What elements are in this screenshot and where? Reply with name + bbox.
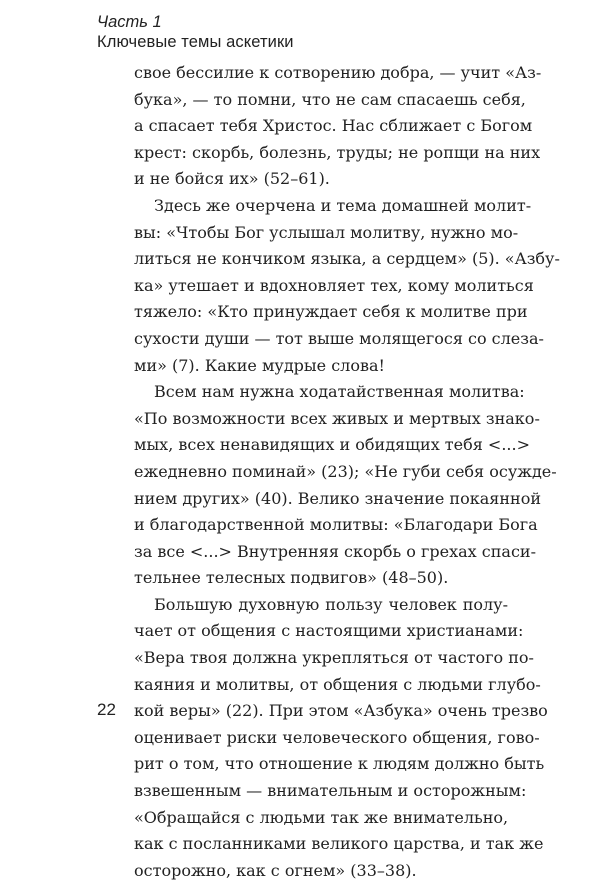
part-label: Часть 1 (97, 13, 162, 31)
text-line: Всем нам нужна ходатайственная молитва: (154, 382, 525, 402)
text-line: чает от общения с настоящими христианами: (134, 621, 524, 641)
text-line: оценивает риски человеческого общения, гово- (134, 727, 540, 747)
text-line: ка» утешает и вдохновляет тех, кому молиться (134, 275, 534, 295)
text-line: рит о том, что отношение к людям должно быть (134, 754, 545, 774)
text-line: бука», — то помни, что не сам спасаешь себя, (134, 89, 526, 109)
text-line: осторожно, как с огнем» (33–38). (134, 860, 417, 880)
text-line: нием других» (40). Велико значение покаянной (134, 488, 541, 508)
paragraph-4 (134, 592, 548, 884)
text-line: кой веры» (22). При этом «Азбука» очень трезво (134, 701, 548, 721)
text-line: свое бессилие к сотворению добра, — учит «Аз- (134, 63, 542, 82)
text-line: а спасает тебя Христос. Нас сближает с Богом (134, 116, 533, 136)
text-line: мых, всех ненавидящих и обидящих тебя <...> (134, 435, 530, 455)
text-line: за все <...> Внутренняя скорбь о грехах спаси- (134, 541, 536, 561)
text-line: ми» (7). Какие мудрые слова! (134, 355, 385, 375)
page-number: 22 (97, 700, 116, 719)
paragraph-1 (134, 60, 542, 193)
paragraph-2 (134, 193, 560, 379)
text-line: «Вера твоя должна укрепляться от частого по- (134, 648, 534, 668)
text-line: тяжело: «Кто принуждает себя к молитве при (134, 302, 528, 322)
text-line: как с посланниками великого царства, и так же (134, 834, 544, 854)
running-header (97, 12, 294, 52)
text-line: и благодарственной молитвы: «Благодари Бога (134, 515, 538, 535)
text-line: и не бойся их» (52–61). (134, 169, 330, 189)
body-text (134, 60, 560, 884)
text-line: каяния и молитвы, от общения с людьми глубо- (134, 674, 541, 694)
text-line: сухости души — тот выше молящегося со слеза- (134, 328, 544, 348)
text-line: ежедневно поминай» (23); «Не губи себя осужде- (134, 461, 557, 481)
text-line: Большую духовную пользу человек полу- (154, 594, 508, 614)
section-title: Ключевые темы аскетики (97, 33, 294, 51)
text-line: вы: «Чтобы Бог услышал молитву, нужно мо- (134, 222, 519, 242)
text-line: литься не кончиком языка, а сердцем» (5). «Азбу- (134, 249, 560, 269)
text-line: «По возможности всех живых и мертвых знако- (134, 408, 540, 428)
text-line: крест: скорбь, болезнь, труды; не ропщи на них (134, 142, 541, 162)
text-line: взвешенным — внимательным и осторожным: (134, 781, 527, 801)
paragraph-3 (134, 379, 557, 592)
text-line: «Обращайся с людьми так же внимательно, (134, 807, 509, 827)
text-line: Здесь же очерчена и тема домашней молит- (154, 195, 532, 215)
text-line: тельнее телесных подвигов» (48–50). (134, 568, 449, 588)
